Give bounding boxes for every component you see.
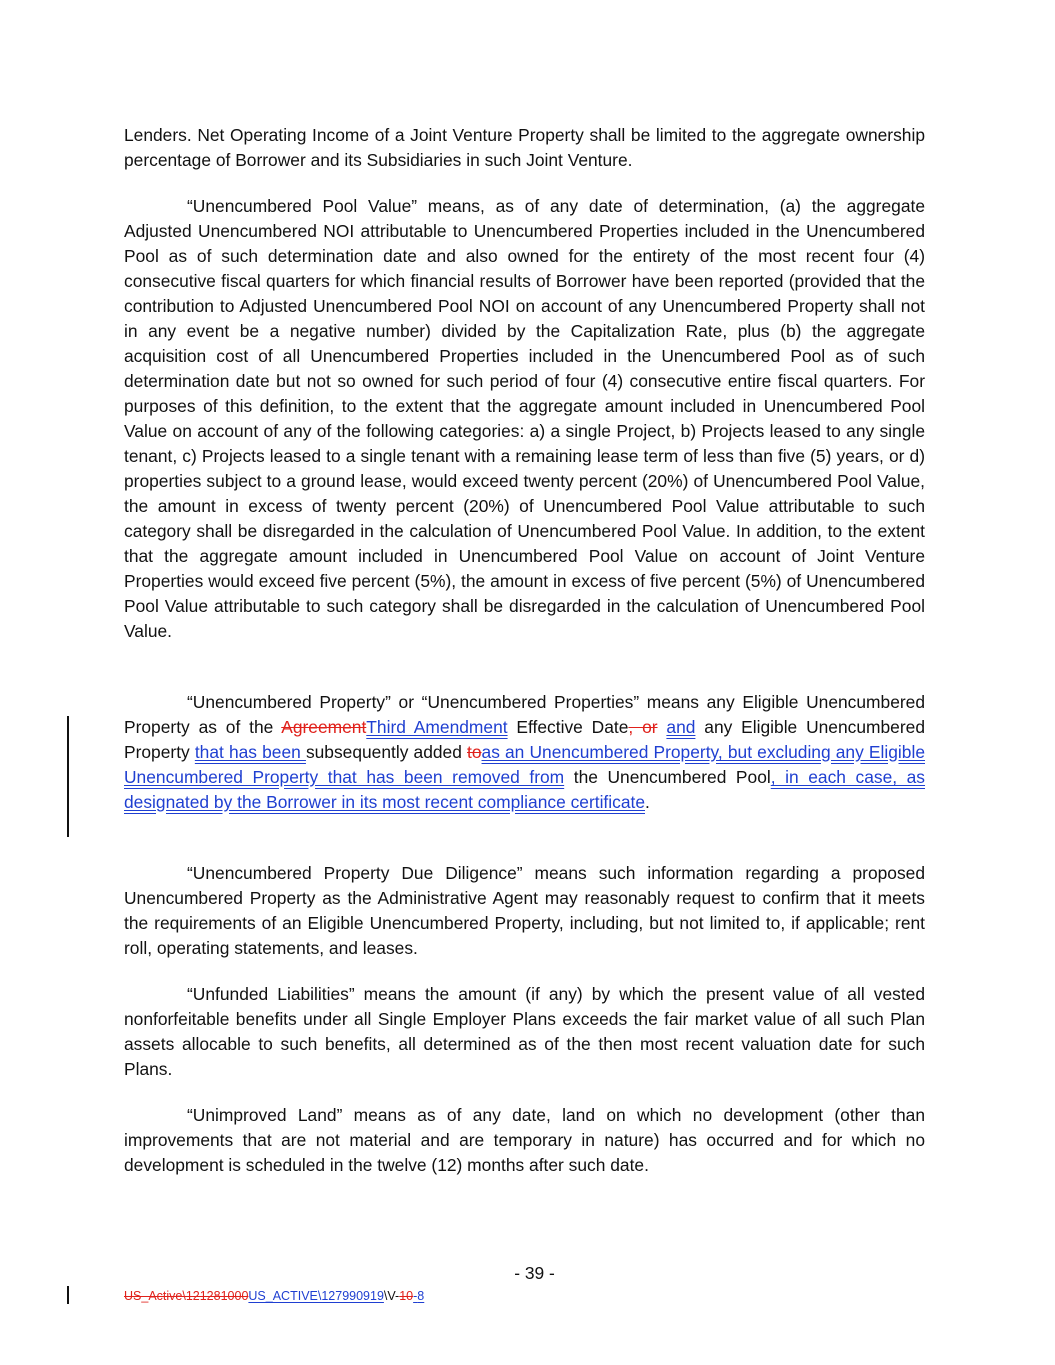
definition-unimproved-land: [124, 1103, 925, 1178]
change-bar: [67, 716, 69, 837]
definition-unencumbered-property: [124, 690, 925, 815]
paragraph-text: “Unfunded Liabilities” means the amount (if any) by which the present value of all vested nonforfeitable benefits under all Single Employer Plans exceeds the fair market value of all such Plan assets allocable to such benefits, all determined as of the then most recent valuation date for such Plans.: [124, 984, 925, 1079]
inserted-text: , in each case, as designated by the Borrower in its most recent compliance certificate: [124, 767, 926, 812]
document-id-footer: [124, 1288, 424, 1304]
inserted-doc-id: US_ACTIVE\127990919: [248, 1289, 384, 1303]
page-number: - 39 -: [514, 1263, 555, 1283]
text-run: Effective Date: [507, 717, 629, 737]
paragraph-text: “Unencumbered Property Due Diligence” means such information regarding a proposed Unencumbered Property as the Administrative Agent may reasonably request to confirm that it meets the requirements of an Eligible Unencumbered Property, including, but not limited to, if applicable; rent roll, operating statements, and leases.: [124, 863, 925, 958]
definition-unencumbered-property-due-diligence: [124, 861, 925, 961]
text-run: .: [645, 792, 650, 812]
text-run: “Unencumbered Property” or “Unencumbered Properties” means any Eligible Unencumbered Property as of the: [124, 692, 925, 737]
inserted-version: 8: [417, 1289, 425, 1303]
doc-id-separator: \V-: [383, 1289, 400, 1303]
deleted-text: Agreement: [281, 717, 367, 737]
paragraph-continued: [124, 123, 925, 173]
footer-change-bar: [67, 1286, 69, 1304]
inserted-text: as an Unencumbered Property, but excluding any Eligible Unencumbered Property that has been removed from: [124, 742, 925, 787]
text-run: subsequently added: [305, 742, 468, 762]
deleted-version: 10: [399, 1289, 414, 1303]
paragraph-text: “Unimproved Land” means as of any date, land on which no development (other than improvements that are not material and are temporary in nature) has occurred and for which no development is scheduled in the twelve (12) months after such date.: [124, 1105, 925, 1175]
paragraph-text: Lenders. Net Operating Income of a Joint Venture Property shall be limited to the aggregate ownership percentage of Borrower and its Subsidiaries in such Joint Venture.: [124, 125, 925, 170]
definition-unfunded-liabilities: [124, 982, 925, 1082]
deleted-text: , or: [628, 717, 658, 737]
version-separator: -: [413, 1289, 418, 1303]
text-run: any Eligible Unencumbered Property: [124, 717, 925, 762]
inserted-text: Third Amendment: [366, 717, 508, 737]
definition-unencumbered-pool-value: [124, 194, 925, 644]
inserted-text: that has been: [194, 742, 306, 762]
paragraph-text: “Unencumbered Pool Value” means, as of any date of determination, (a) the aggregate Adjusted Unencumbered NOI attributable to Unencumbered Properties included in the Unencumbered Pool as of such determination date and also owned for the entirety of the most recent four (4) consecutive fiscal quarters for which financial results of Borrower have been reported (provided that the contribution to Adjusted Unencumbered Pool NOI on account of any Unencumbered Property shall not in any event be a negative number) divided by the Capitalization Rate, plus (b) the aggregate acquisition cost of all Unencumbered Properties included in the Unencumbered Pool as of such determination date but not so owned for such period of four (4) consecutive entire fiscal quarters. For purposes of this definition, to the extent that the aggregate amount included in Unencumbered Pool Value on account of any of the following categories: a) a single Project, b) Projects leased to any single tenant, c) Projects leased to a single tenant with a remaining lease term of less than five (5) years, or d) properties subject to a ground lease, would exceed twenty percent (20%) of Unencumbered Pool Value, the amount in excess of twenty percent (20%) of Unencumbered Pool Value attributable to such category shall be disregarded in the calculation of Unencumbered Pool Value. In addition, to the extent that the aggregate amount included in Unencumbered Pool Value on account of Joint Venture Properties would exceed five percent (5%), the amount in excess of five percent (5%) of Unencumbered Pool Value attributable to such category shall be disregarded in the calculation of Unencumbered Pool Value.: [124, 196, 925, 641]
deleted-doc-id: US_Active\121281000: [124, 1289, 249, 1303]
deleted-text: to: [467, 742, 482, 762]
text-run: the Unencumbered Pool: [564, 767, 771, 787]
inserted-text: and: [666, 717, 696, 737]
